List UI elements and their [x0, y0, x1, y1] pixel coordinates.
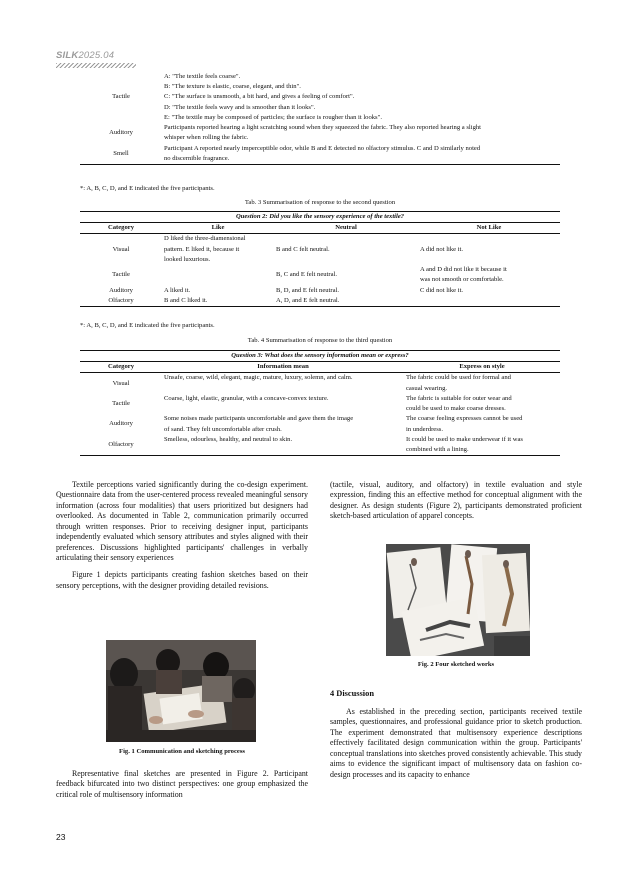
table-category: Auditory: [109, 129, 133, 137]
table-1-sensory-descriptions: [80, 72, 560, 165]
table-cell-line: whisper when rolling the fabric.: [164, 134, 249, 142]
table-category: Tactile: [112, 271, 130, 279]
table-category: Visual: [112, 245, 130, 253]
table-cell-line: of sand. They felt uncomfortable after crush.: [164, 425, 282, 433]
table-category: Olfactory: [80, 296, 162, 307]
paragraph: Textile perceptions varied significantly during the co-design experiment. Questionnaire data from the user-centered process revealed meaningful sensory information (across four modalities) that users prioritized but designers had overlooked. As documented in Table 2, communication primarily occurred through written responses. Prior to receiving designer input, participants independently evaluated which sensory attributes and styles aligned with their preferences. Discussions highlighted participants' challenges in verbally articulating their sensory experiences: [56, 480, 308, 562]
table-category: Visual: [112, 379, 130, 387]
table-2-question: Question 2: Did you like the sensory experience of the textile?: [80, 212, 560, 223]
paragraph: Figure 1 depicts participants creating fashion sketches based on their sensory perceptions, with the designer providing detailed revisions.: [56, 570, 308, 590]
section-heading-discussion: 4 Discussion: [330, 689, 374, 698]
table-cell-line: was not smooth or comfortable.: [420, 276, 504, 284]
right-column-text-top: [330, 480, 582, 522]
table-header: Category: [80, 223, 162, 234]
table-row: [80, 414, 560, 434]
figure-1-caption: Fig. 1 Communication and sketching process: [119, 748, 245, 755]
paragraph: (tactile, visual, auditory, and olfactory) in textile evaluation and style expression, finding this an effective method for conceptual alignment with the designer. As design students (Figure 2), participants demonstrated proficient sketch-based articulation of apparel concepts.: [330, 480, 582, 521]
table-cell-line: C: "The surface is unsmooth, a bit hard, and gives a feeling of comfort".: [164, 93, 355, 101]
table-3-question: Question 3: What does the sensory information mean or express?: [80, 351, 560, 362]
table-2-caption: Tab. 3 Summarisation of response to the second question: [244, 199, 396, 206]
table-cell-line: in underdress.: [406, 425, 443, 433]
table-3-caption: Tab. 4 Summarisation of response to the third question: [247, 337, 393, 344]
table-cell-line: Participant A reported nearly imperceptible odor, while B and E detected no olfactory stimulus. C and D similarly noted: [164, 144, 481, 152]
header-hatch-decoration: [56, 63, 136, 68]
table-cell: B and C liked it.: [162, 296, 274, 307]
table-cell-line: B: "The texture is elastic, coarse, elegant, and thin".: [164, 83, 301, 91]
table-1-note: *: A, B, C, D, and E indicated the five participants.: [80, 185, 215, 192]
table-category: Tactile: [112, 93, 130, 101]
table-header: Express on style: [404, 362, 560, 373]
table-cell: B, D, and E felt neutral.: [276, 286, 339, 294]
table-row: [80, 265, 560, 285]
table-category: Auditory: [109, 420, 133, 428]
table-cell-line: Participants reported hearing a light scratching sound when they squeezed the fabric. They also reported hearing a slight: [164, 124, 482, 132]
table-row: [80, 286, 560, 296]
table-cell: B and C felt neutral.: [276, 245, 330, 253]
table-cell-line: D: "The textile feels wavy and is smoother than it looks".: [164, 103, 316, 111]
journal-title: SILK2025.04: [56, 50, 115, 61]
table-cell-line: The coarse feeling expresses cannot be used: [406, 415, 523, 423]
page-number: 23: [56, 832, 66, 842]
table-cell-line: Some noises made participants uncomfortable and gave them the image: [164, 415, 354, 423]
table-2-note: *: A, B, C, D, and E indicated the five participants.: [80, 322, 215, 329]
right-column-text-bottom: [330, 707, 582, 780]
table-cell-line: could be used to make coarse dresses.: [406, 405, 506, 413]
table-cell-line: casual wearing.: [406, 384, 448, 392]
table-header: Neutral: [274, 223, 418, 234]
table-row: [80, 296, 560, 307]
table-header: Not Like: [418, 223, 560, 234]
table-cell-line: pattern. E liked it, because it: [164, 245, 240, 253]
table-row: [80, 123, 560, 143]
table-category: Smell: [113, 149, 129, 157]
table-cell: B, C and E felt neutral.: [276, 271, 337, 279]
table-cell-line: looked luxurious.: [164, 255, 211, 263]
figure-2-caption: Fig. 2 Four sketched works: [417, 661, 495, 668]
table-cell: A liked it.: [164, 286, 191, 294]
table-category: Auditory: [109, 286, 133, 294]
table-row: [80, 72, 560, 123]
table-header: Like: [162, 223, 274, 234]
paragraph: As established in the preceding section, participants received textile samples, questionnaires, and professional guidance prior to sketch production. The experiment demonstrated that multisensory experience descriptions effectively facilitated design communication within the group. Participants' conceptual translations into sketches proved consistently achievable. This study aims to evidence the significant impact of multisensory data on fashion co-design processes and its capacity to enhance: [330, 707, 582, 779]
running-header: [56, 50, 136, 68]
left-column-text-top: [56, 480, 308, 591]
table-row: [80, 394, 560, 414]
table-row: [80, 234, 560, 265]
table-cell-line: E: "The textile may be composed of particles; the surface is rougher than it looks".: [164, 113, 382, 121]
table-cell: Unsafe, coarse, wild, elegant, magic, mature, luxury, solemn, and calm.: [164, 374, 353, 382]
table-cell: Smelless, odourless, healthy, and neutral to skin.: [162, 435, 404, 456]
table-cell: C did not like it.: [420, 286, 464, 294]
left-column-text-bottom: [56, 769, 308, 800]
table-row: [80, 373, 560, 394]
table-cell: A, D, and E felt neutral.: [274, 296, 418, 307]
figure-2-photo: [386, 544, 530, 656]
table-3-q3-responses: [80, 350, 560, 456]
table-cell-line: A and D did not like it because it: [420, 266, 507, 274]
table-cell-line: D liked the three-diamensional: [164, 235, 246, 243]
paragraph: Representative final sketches are presented in Figure 2. Participant feedback bifurcated into two distinct perspectives: one group emphasized the critical role of multisensory information: [56, 769, 308, 799]
table-cell-line: no discernible fragrance.: [164, 154, 230, 162]
table-cell: Coarse, light, elastic, granular, with a concave-convex texture.: [164, 394, 329, 402]
table-header: Information mean: [162, 362, 404, 373]
figure-1-photo: [106, 640, 256, 742]
table-row: [80, 435, 560, 456]
table-2-q2-responses: [80, 211, 560, 307]
table-cell-line: A: "The textile feels coarse".: [164, 73, 241, 80]
table-cell-line: combined with a lining.: [406, 445, 469, 453]
table-cell-line: A did not like it.: [420, 245, 464, 253]
table-cell-line: The fabric is suitable for outer wear and: [406, 394, 512, 402]
table-cell-line: It could be used to make underwear if it was: [406, 435, 524, 443]
table-category: Tactile: [112, 399, 130, 407]
table-cell-line: The fabric could be used for formal and: [406, 374, 511, 382]
table-row: [80, 144, 560, 165]
table-header: Category: [80, 362, 162, 373]
table-category: Olfactory: [80, 435, 162, 456]
